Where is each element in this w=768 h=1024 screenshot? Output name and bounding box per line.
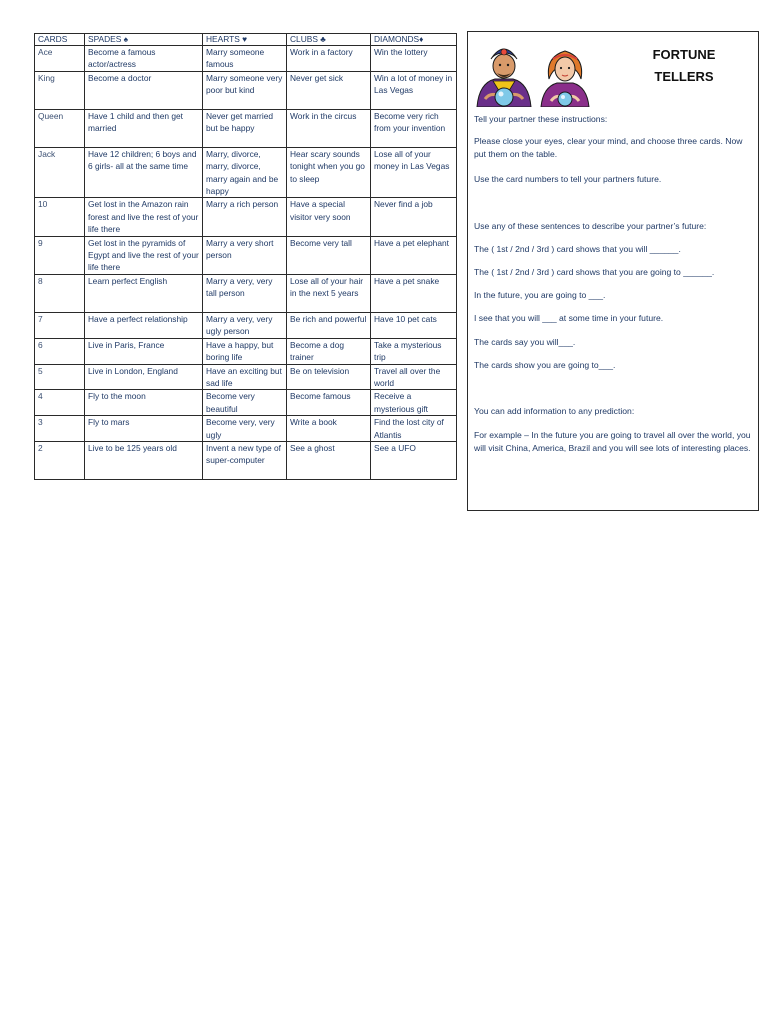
clubs-cell: Be on television <box>287 364 371 390</box>
spades-cell: Get lost in the pyramids of Egypt and live the rest of your life there <box>85 236 203 274</box>
hearts-cell: Marry a very, very tall person <box>203 274 287 312</box>
table-row <box>35 109 457 147</box>
table-row <box>35 274 457 312</box>
spades-cell: Become a famous actor/actress <box>85 46 203 72</box>
diamonds-cell: Find the lost city of Atlantis <box>371 416 457 442</box>
diamonds-cell: Win the lottery <box>371 46 457 72</box>
clubs-cell: Become very tall <box>287 236 371 274</box>
diamonds-cell: Win a lot of money in Las Vegas <box>371 71 457 109</box>
male-fortune-teller-figure <box>477 49 531 107</box>
diamonds-cell: Never find a job <box>371 198 457 236</box>
sentence-4: I see that you will ___ at some time in your future. <box>474 313 664 323</box>
table-row <box>35 236 457 274</box>
diamonds-cell: Travel all over the world <box>371 364 457 390</box>
diamonds-cell: Become very rich from your invention <box>371 109 457 147</box>
card-name: 2 <box>35 441 85 479</box>
hearts-cell: Become very, very ugly <box>203 416 287 442</box>
table-row <box>35 198 457 236</box>
table-row <box>35 338 457 364</box>
spades-cell: Get lost in the Amazon rain forest and live the rest of your life there <box>85 198 203 236</box>
diamonds-cell: Receive a mysterious gift <box>371 390 457 416</box>
card-name: 3 <box>35 416 85 442</box>
table-row <box>35 364 457 390</box>
clubs-cell: Work in a factory <box>287 46 371 72</box>
table-row <box>35 46 457 72</box>
table-row <box>35 441 457 479</box>
sentence-1: The ( 1st / 2nd / 3rd ) card shows that you will ______. <box>474 244 681 254</box>
card-name: 6 <box>35 338 85 364</box>
spades-cell: Live in Paris, France <box>85 338 203 364</box>
table-row <box>35 71 457 109</box>
table-row <box>35 416 457 442</box>
card-name: 10 <box>35 198 85 236</box>
clubs-cell: Never get sick <box>287 71 371 109</box>
card-name: King <box>35 71 85 109</box>
header-clubs: CLUBS ♣ <box>287 34 371 46</box>
sentence-2: The ( 1st / 2nd / 3rd ) card shows that you are going to ______. <box>474 267 715 277</box>
diamonds-cell: Have a pet snake <box>371 274 457 312</box>
clubs-cell: Lose all of your hair in the next 5 years <box>287 274 371 312</box>
card-name: Queen <box>35 109 85 147</box>
sentence-6: The cards show you are going to___. <box>474 360 616 370</box>
title-line-fortune: FORTUNE <box>652 47 716 62</box>
female-fortune-teller-figure <box>541 51 589 107</box>
card-name: 7 <box>35 312 85 338</box>
card-name: Ace <box>35 46 85 72</box>
sentences-intro: Use any of these sentences to describe your partner’s future: <box>474 221 707 231</box>
diamonds-cell: Have a pet elephant <box>371 236 457 274</box>
sentence-3: In the future, you are going to ___. <box>474 290 606 300</box>
header-spades: SPADES ♠ <box>85 34 203 46</box>
panel-title <box>638 44 730 88</box>
table-row <box>35 147 457 198</box>
header-cards: CARDS <box>35 34 85 46</box>
instruction-step-2: Use the card numbers to tell your partners future. <box>474 174 662 184</box>
spades-cell: Have 12 children; 6 boys and 6 girls- all at the same time <box>85 147 203 198</box>
instructions-panel <box>467 31 759 511</box>
diamonds-cell: Have 10 pet cats <box>371 312 457 338</box>
instructions-intro: Tell your partner these instructions: <box>474 114 608 124</box>
hearts-cell: Have an exciting but sad life <box>203 364 287 390</box>
header-diamonds: DIAMONDS♦ <box>371 34 457 46</box>
table-row <box>35 390 457 416</box>
clubs-cell: Become a dog trainer <box>287 338 371 364</box>
spades-cell: Live to be 125 years old <box>85 441 203 479</box>
card-name: Jack <box>35 147 85 198</box>
instruction-step-1: Please close your eyes, clear your mind, and choose three cards. Now put them on the table. <box>474 136 743 159</box>
diamonds-cell: Lose all of your money in Las Vegas <box>371 147 457 198</box>
diamonds-cell: See a UFO <box>371 441 457 479</box>
hearts-cell: Have a happy, but boring life <box>203 338 287 364</box>
prediction-example: For example – In the future you are going to travel all over the world, you will visit China, America, Brazil and you will see lots of interesting places. <box>474 430 751 453</box>
spades-cell: Fly to mars <box>85 416 203 442</box>
hearts-cell: Invent a new type of super-computer <box>203 441 287 479</box>
hearts-cell: Never get married but be happy <box>203 109 287 147</box>
fortune-table <box>34 33 457 480</box>
add-information-note: You can add information to any prediction: <box>474 406 635 416</box>
spades-cell: Learn perfect English <box>85 274 203 312</box>
clubs-cell: Write a book <box>287 416 371 442</box>
header-hearts: HEARTS ♥ <box>203 34 287 46</box>
spades-cell: Have 1 child and then get married <box>85 109 203 147</box>
clubs-cell: See a ghost <box>287 441 371 479</box>
card-name: 9 <box>35 236 85 274</box>
card-name: 8 <box>35 274 85 312</box>
hearts-cell: Marry someone very poor but kind <box>203 71 287 109</box>
hearts-cell: Marry someone famous <box>203 46 287 72</box>
clubs-cell: Become famous <box>287 390 371 416</box>
clubs-cell: Be rich and powerful <box>287 312 371 338</box>
sentence-5: The cards say you will___. <box>474 337 576 347</box>
spades-cell: Live in London, England <box>85 364 203 390</box>
hearts-cell: Marry, divorce, marry, divorce, marry again and be happy <box>203 147 287 198</box>
card-name: 5 <box>35 364 85 390</box>
diamonds-cell: Take a mysterious trip <box>371 338 457 364</box>
table-row <box>35 312 457 338</box>
title-line-tellers: TELLERS <box>654 69 714 84</box>
clubs-cell: Hear scary sounds tonight when you go to sleep <box>287 147 371 198</box>
spades-cell: Have a perfect relationship <box>85 312 203 338</box>
table-header-row <box>35 34 457 46</box>
hearts-cell: Marry a rich person <box>203 198 287 236</box>
clubs-cell: Have a special visitor very soon <box>287 198 371 236</box>
fortune-tellers-illustration <box>473 39 593 107</box>
hearts-cell: Become very beautiful <box>203 390 287 416</box>
spades-cell: Become a doctor <box>85 71 203 109</box>
card-name: 4 <box>35 390 85 416</box>
spades-cell: Fly to the moon <box>85 390 203 416</box>
clubs-cell: Work in the circus <box>287 109 371 147</box>
hearts-cell: Marry a very, very ugly person <box>203 312 287 338</box>
hearts-cell: Marry a very short person <box>203 236 287 274</box>
